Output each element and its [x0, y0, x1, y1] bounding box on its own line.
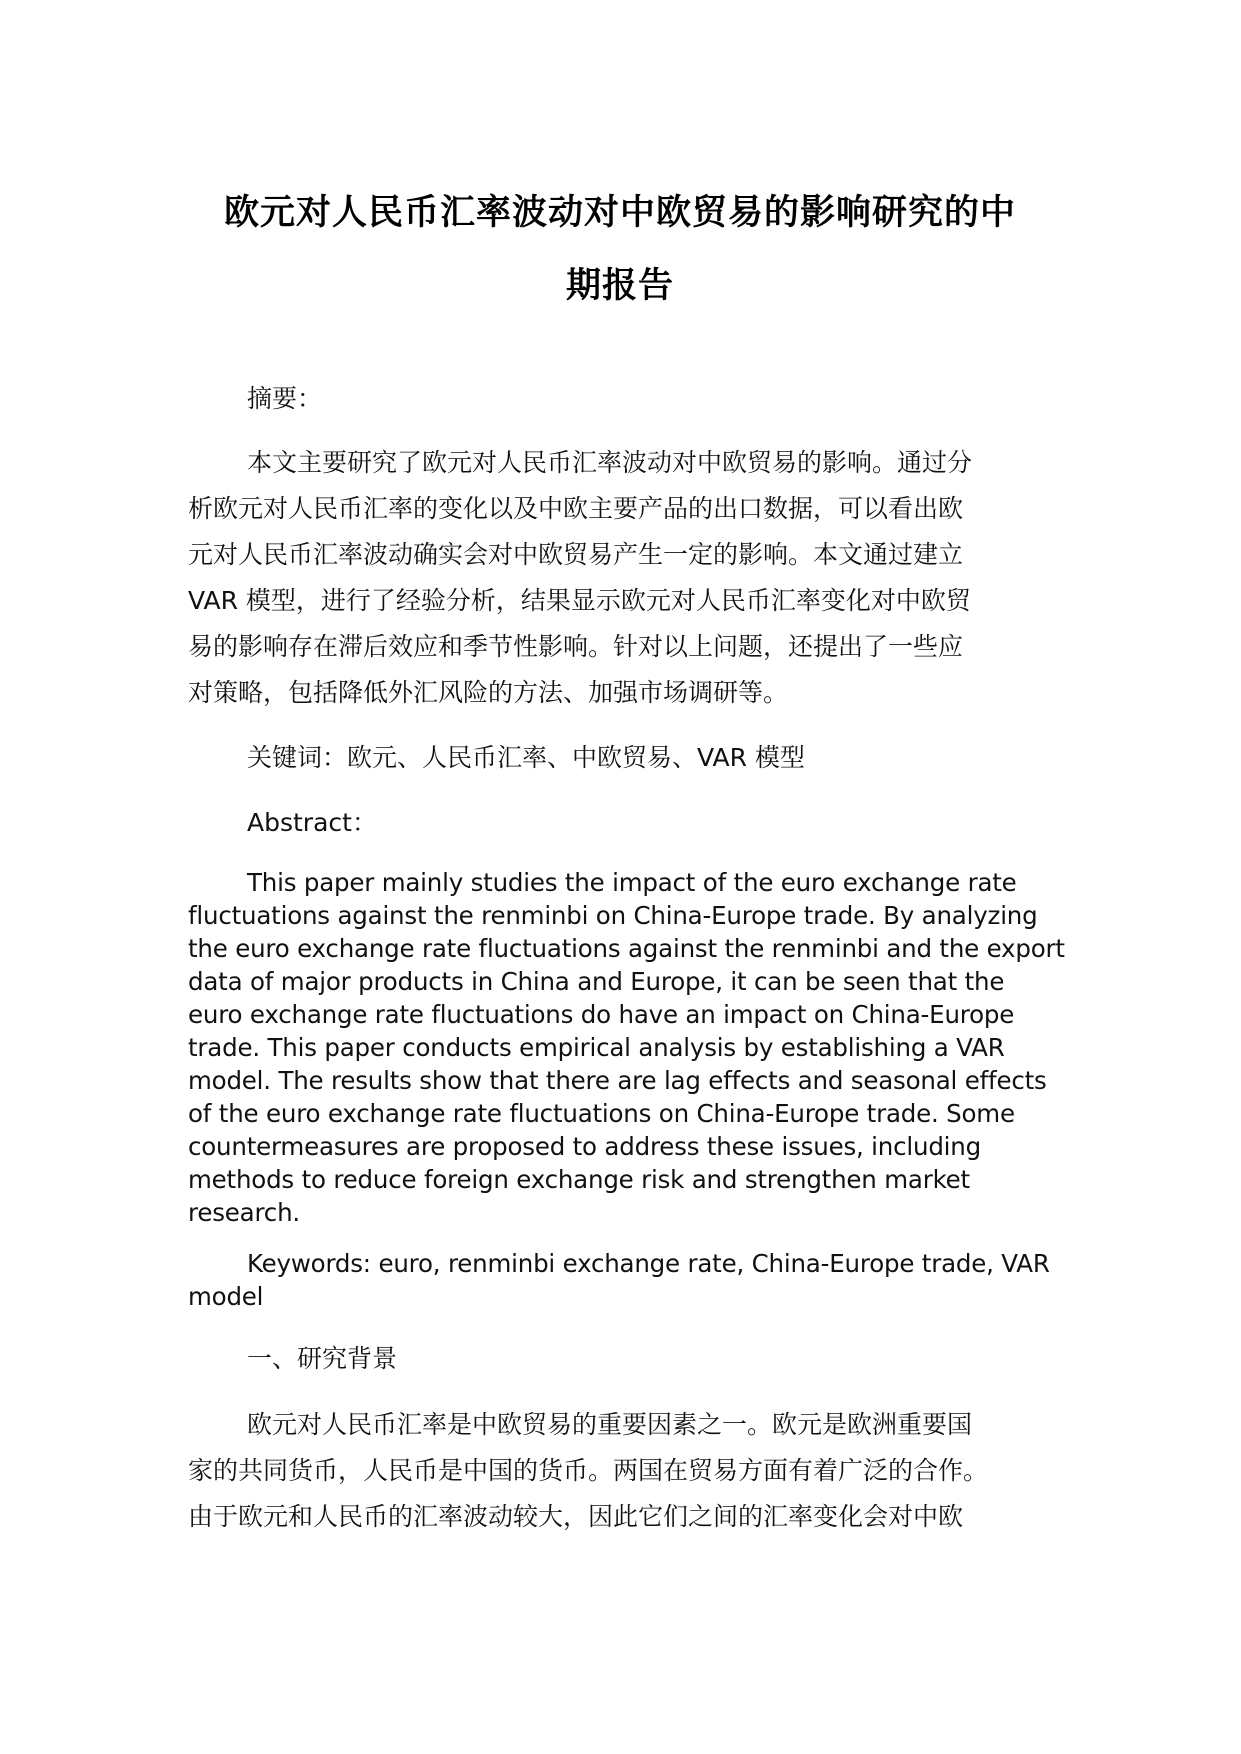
abstract-label: 摘要： [247, 384, 323, 413]
abstract-line: 元对人民币汇率波动确实会对中欧贸易产生一定的影响。本文通过建立 [188, 540, 964, 569]
section-body-line: 由于欧元和人民币的汇率波动较大，因此它们之间的汇率变化会对中欧 [188, 1502, 964, 1531]
abstract-en-line: data of major products in China and Europe, it can be seen that the [188, 967, 1005, 996]
abstract-line: 析欧元对人民币汇率的变化以及中欧主要产品的出口数据，可以看出欧 [188, 494, 964, 523]
abstract-en-label: Abstract： [247, 808, 377, 837]
abstract-en-line: countermeasures are proposed to address these issues, including [188, 1132, 981, 1161]
keywords-en-line: model [188, 1282, 264, 1311]
abstract-en-line: This paper mainly studies the impact of the euro exchange rate [247, 868, 1017, 897]
abstract-en-line: research. [188, 1198, 300, 1227]
abstract-line: 本文主要研究了欧元对人民币汇率波动对中欧贸易的影响。通过分 [247, 448, 973, 477]
abstract-en-line: model. The results show that there are lag effects and seasonal effects [188, 1066, 1047, 1095]
abstract-en-line: euro exchange rate fluctuations do have an impact on China-Europe [188, 1000, 1015, 1029]
section-body-line: 家的共同货币，人民币是中国的货币。两国在贸易方面有着广泛的合作。 [188, 1456, 989, 1485]
abstract-line: 对策略，包括降低外汇风险的方法、加强市场调研等。 [188, 678, 789, 707]
section-body-line: 欧元对人民币汇率是中欧贸易的重要因素之一。欧元是欧洲重要国 [247, 1410, 973, 1439]
abstract-en-line: the euro exchange rate fluctuations against the renminbi and the export [188, 934, 1065, 963]
abstract-en-line: of the euro exchange rate fluctuations on China-Europe trade. Some [188, 1099, 1015, 1128]
document-title-line-2: 期报告 [565, 266, 674, 306]
document-title-line-1: 欧元对人民币汇率波动对中欧贸易的影响研究的中 [223, 193, 1016, 233]
abstract-line: 易的影响存在滞后效应和季节性影响。针对以上问题，还提出了一些应 [188, 632, 964, 661]
abstract-line: VAR 模型，进行了经验分析，结果显示欧元对人民币汇率变化对中欧贸 [188, 586, 971, 615]
section-heading: 一、研究背景 [247, 1344, 398, 1373]
keywords-cn: 关键词：欧元、人民币汇率、中欧贸易、VAR 模型 [247, 743, 805, 772]
keywords-en-line: Keywords: euro, renminbi exchange rate, China-Europe trade, VAR [247, 1249, 1050, 1278]
abstract-en-line: fluctuations against the renminbi on China-Europe trade. By analyzing [188, 901, 1038, 930]
abstract-en-line: methods to reduce foreign exchange risk and strengthen market [188, 1165, 970, 1194]
abstract-en-line: trade. This paper conducts empirical analysis by establishing a VAR [188, 1033, 1005, 1062]
